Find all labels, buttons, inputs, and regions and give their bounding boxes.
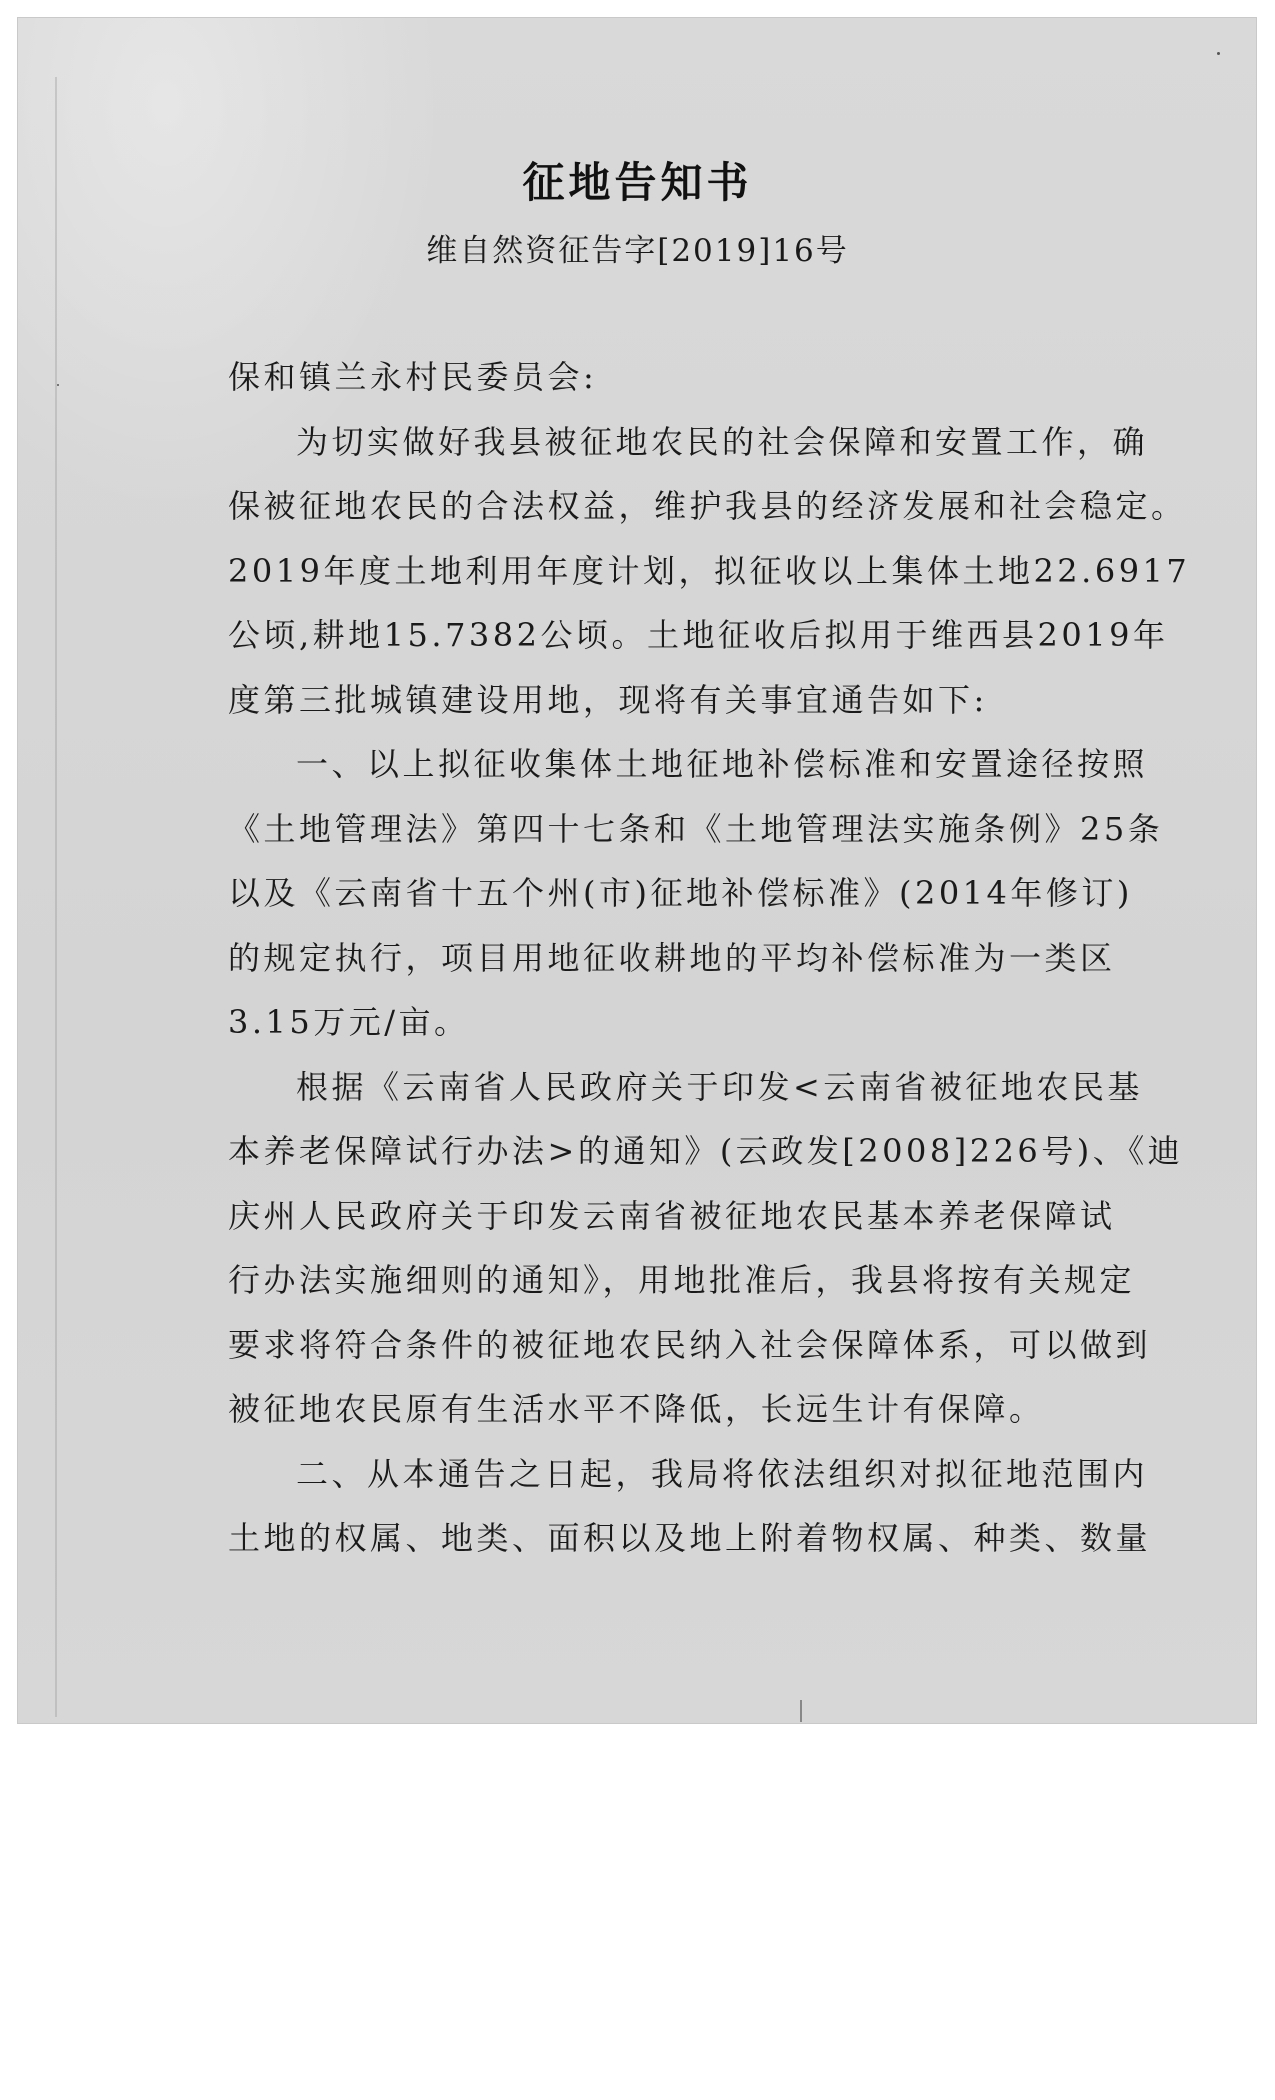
body-line: 二、从本通告之日起，我局将依法组织对拟征地范围内 [296, 1454, 1149, 1493]
body-line: 度第三批城镇建设用地，现将有关事宜通告如下: [228, 680, 988, 719]
document-body [228, 345, 1191, 1571]
scan-edge-shadow [55, 77, 57, 1717]
scan-speck [1217, 52, 1220, 55]
body-line: 公顷,耕地15.7382公顷。土地征收后拟用于维西县2019年 [228, 616, 1169, 654]
addressee-line: 保和镇兰永村民委员会: [228, 358, 598, 396]
document-number: 维自然资征告字[2019]16号 [426, 233, 849, 269]
body-line: 2019年度土地利用年度计划，拟征收以上集体土地22.6917 [228, 551, 1191, 590]
body-line: 的规定执行，项目用地征收耕地的平均补偿标准为一类区 [228, 938, 1116, 977]
body-line: 行办法实施细则的通知》，用地批准后，我县将按有关规定 [228, 1261, 1136, 1299]
body-line: 一、以上拟征收集体土地征地补偿标准和安置途径按照 [296, 745, 1149, 783]
body-line: 本养老保障试行办法>的通知》(云政发[2008]226号)、《迪 [228, 1132, 1184, 1170]
body-line: 《土地管理法》第四十七条和《土地管理法实施条例》25条 [228, 809, 1164, 848]
body-line: 要求将符合条件的被征地农民纳入社会保障体系，可以做到 [228, 1325, 1152, 1364]
document-title: 征地告知书 [522, 158, 753, 207]
body-line: 为切实做好我县被征地农民的社会保障和安置工作，确 [296, 422, 1149, 461]
body-line: 保被征地农民的合法权益，维护我县的经济发展和社会稳定。 [228, 487, 1187, 525]
body-line: 根据《云南省人民政府关于印发<云南省被征地农民基 [296, 1067, 1143, 1106]
body-line: 以及《云南省十五个州(市)征地补偿标准》(2014年修订) [228, 874, 1133, 912]
body-line: 土地的权属、地类、面积以及地上附着物权属、种类、数量 [228, 1519, 1152, 1557]
scan-speck [57, 384, 59, 386]
fold-mark [800, 1700, 802, 1722]
body-line: 被征地农民原有生活水平不降低，长远生计有保障。 [228, 1390, 1045, 1428]
body-line: 3.15万元/亩。 [228, 1003, 470, 1041]
body-line: 庆州人民政府关于印发云南省被征地农民基本养老保障试 [228, 1196, 1116, 1235]
